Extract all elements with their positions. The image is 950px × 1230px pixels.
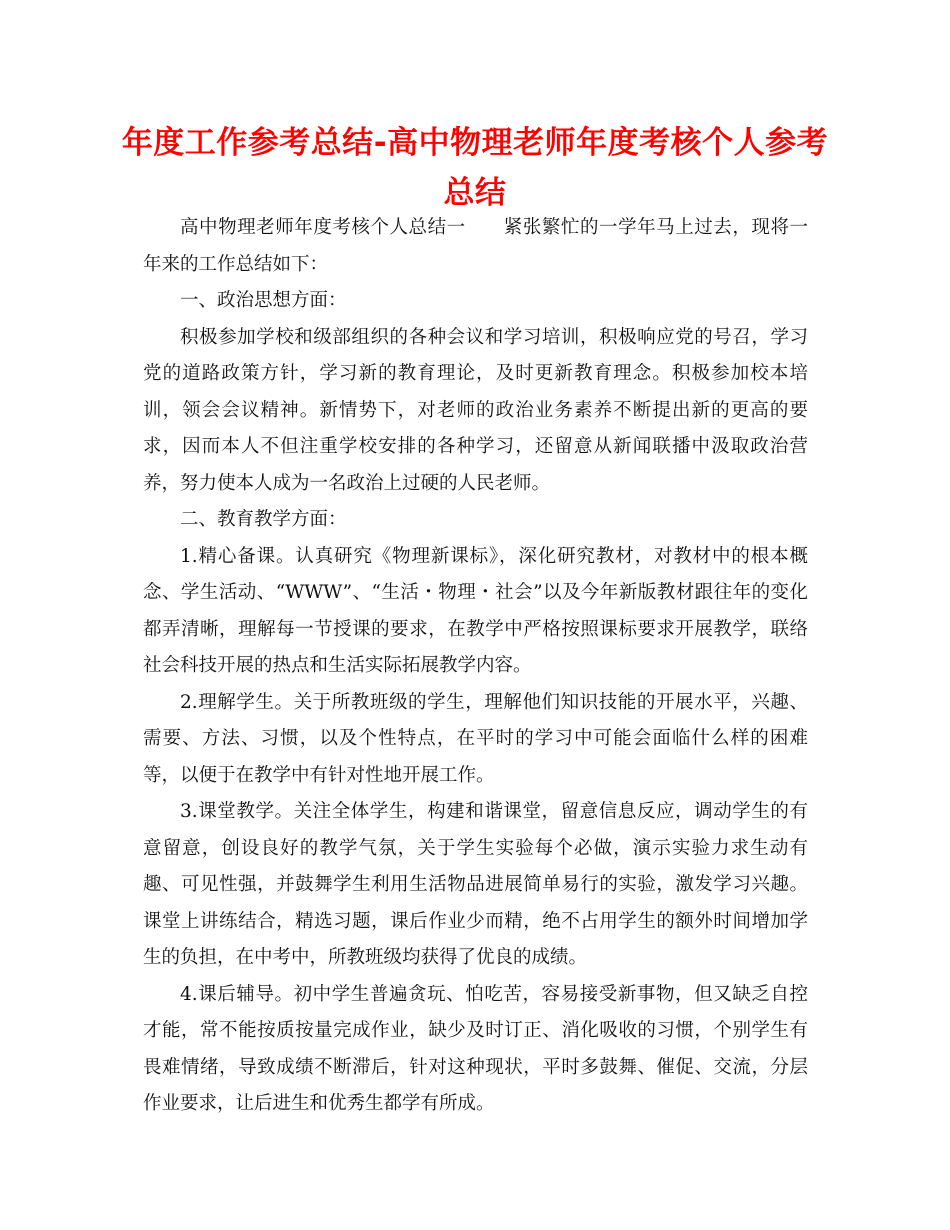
paragraph-classroom-teaching: 3.课堂教学。关注全体学生，构建和谐课堂，留意信息反应，调动学生的有意留意，创设良好的教学气氛，关于学生实验每个必做，演示实验力求生动有趣、可见性强，并鼓舞学生利用生活物品进展简单易行的实验，激发学习兴趣。课堂上讲练结合，精选习题，课后作业少而精，绝不占用学生的额外时间增加学生的负担，在中考中，所教班级均获得了优良的成绩。 — [143, 801, 808, 968]
paragraph-lesson-prep: 1.精心备课。认真研究《物理新课标》，深化研究教材，对教材中的根本概念、学生活动、“WWW”、“生活・物理・社会”以及今年新版教材跟往年的变化都弄清晰，理解每一节授课的要求，在教学中严格按照课标要求开展教学，联络社会科技开展的热点和生活实际拓展教学内容。 — [143, 545, 808, 676]
section-heading-politics: 一、政治思想方面： — [180, 290, 347, 311]
document-body — [143, 210, 808, 1123]
paragraph-understand-students: 2.理解学生。关于所教班级的学生，理解他们知识技能的开展水平，兴趣、需要、方法、习惯，以及个性特点，在平时的学习中可能会面临什么样的困难等，以便于在教学中有针对性地开展工作。 — [143, 691, 808, 786]
document-title: 年度工作参考总结-高中物理老师年度考核个人参考总结 — [121, 125, 829, 211]
paragraph-after-class-tutoring: 4.课后辅导。初中学生普遍贪玩、怕吃苦，容易接受新事物，但又缺乏自控才能，常不能按质按量完成作业，缺少及时订正、消化吸收的习惯，个别学生有畏难情绪，导致成绩不断滞后，针对这种现状，平时多鼓舞、催促、交流，分层作业要求，让后进生和优秀生都学有所成。 — [143, 983, 808, 1114]
section-heading-teaching: 二、教育教学方面： — [180, 509, 347, 530]
paragraph-intro: 高中物理老师年度考核个人总结一 紧张繁忙的一学年马上过去，现将一年来的工作总结如下： — [143, 217, 808, 275]
paragraph-politics: 积极参加学校和级部组织的各种会议和学习培训，积极响应党的号召，学习党的道路政策方针，学习新的教育理论，及时更新教育理念。积极参加校本培训，领会会议精神。新情势下，对老师的政治业务素养不断提出新的更高的要求，因而本人不但注重学校安排的各种学习，还留意从新闻联播中汲取政治营养，努力使本人成为一名政治上过硬的人民老师。 — [143, 326, 808, 494]
